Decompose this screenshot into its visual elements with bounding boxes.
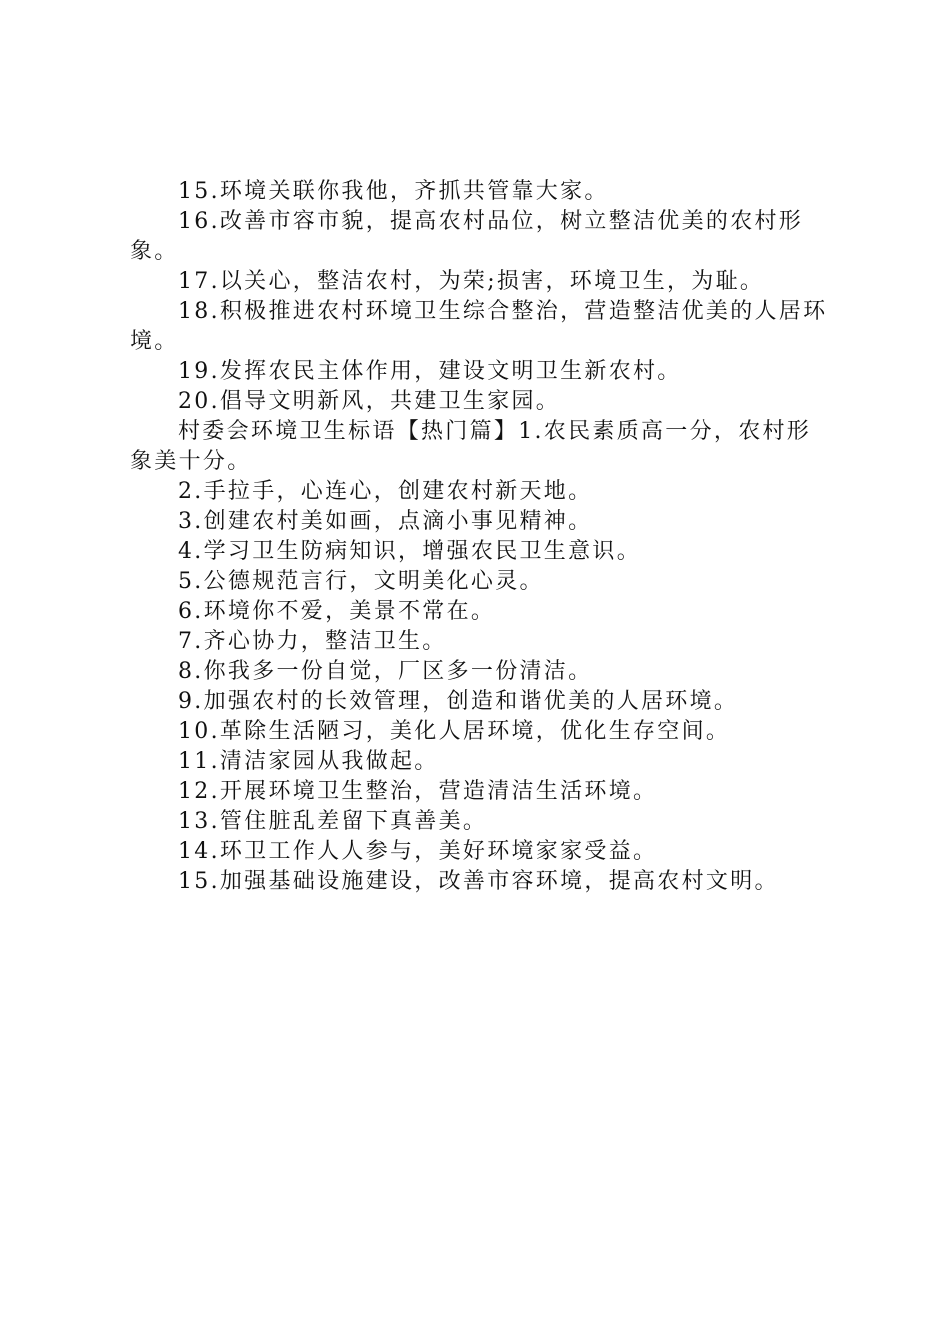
paragraph-8: 2.手拉手，心连心，创建农村新天地。: [178, 479, 593, 504]
paragraph-18: 12.开展环境卫生整治，营造清洁生活环境。: [178, 779, 658, 804]
paragraph-16: 10.革除生活陋习，美化人居环境，优化生存空间。: [178, 719, 731, 744]
section-heading-paragraph: 村委会环境卫生标语【热门篇】1.农民素质高一分，农村形象美十分。: [130, 419, 812, 474]
paragraph-12: 6.环境你不爱，美景不常在。: [178, 599, 496, 624]
document-body: [130, 177, 830, 897]
paragraph-3: 17.以关心，整洁农村，为荣;损害，环境卫生，为耻。: [178, 269, 765, 294]
paragraph-13: 7.齐心协力，整洁卫生。: [178, 629, 447, 654]
paragraph-4: 18.积极推进农村环境卫生综合整治，营造整洁优美的人居环境。: [130, 299, 828, 354]
paragraph-15: 9.加强农村的长效管理，创造和谐优美的人居环境。: [178, 689, 739, 714]
paragraph-10: 4.学习卫生防病知识，增强农民卫生意识。: [178, 539, 641, 564]
paragraph-2: 16.改善市容市貌，提高农村品位，树立整洁优美的农村形象。: [130, 209, 804, 264]
paragraph-6: 20.倡导文明新风，共建卫生家园。: [178, 389, 561, 414]
paragraph-20: 14.环卫工作人人参与，美好环境家家受益。: [178, 839, 658, 864]
paragraph-11: 5.公德规范言行，文明美化心灵。: [178, 569, 544, 594]
paragraph-14: 8.你我多一份自觉，厂区多一份清洁。: [178, 659, 593, 684]
paragraph-5: 19.发挥农民主体作用，建设文明卫生新农村。: [178, 359, 682, 384]
paragraph-17: 11.清洁家园从我做起。: [178, 749, 439, 774]
paragraph-21: 15.加强基础设施建设，改善市容环境，提高农村文明。: [178, 869, 779, 894]
paragraph-9: 3.创建农村美如画，点滴小事见精神。: [178, 509, 593, 534]
paragraph-19: 13.管住脏乱差留下真善美。: [178, 809, 488, 834]
paragraph-1: 15.环境关联你我他，齐抓共管靠大家。: [178, 179, 609, 204]
